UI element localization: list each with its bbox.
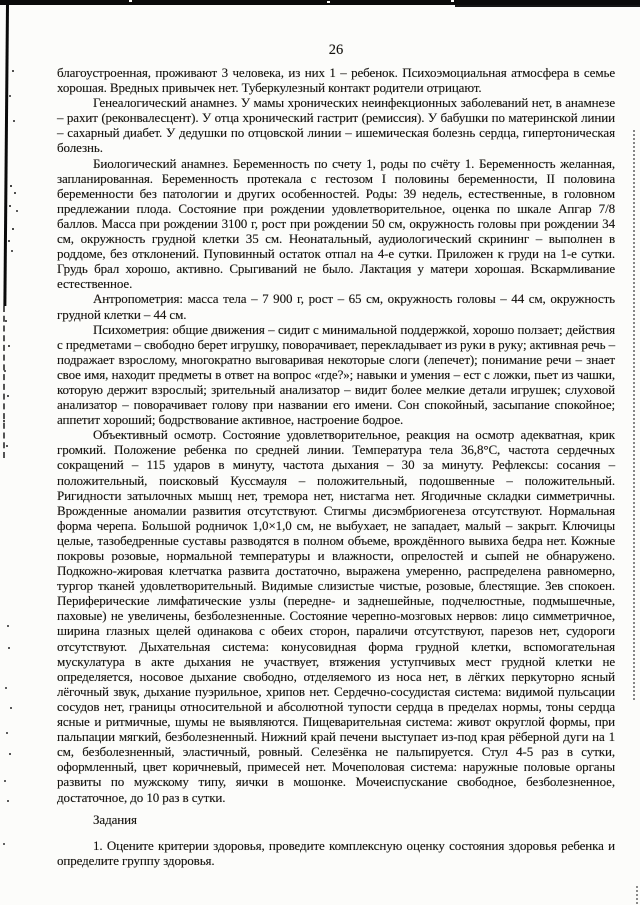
paragraph: Биологический анамнез. Беременность по счету 1, роды по счёту 1. Беременность желанная, запланированная. Беременность протекала с гестозом I половины беременности, II половина беременности без патологии и других особенностей. Роды: 39 недель, естественные, в головном предлежании плода. Состояние при рождении удовлетворительное, оценка по шкале Апгар 7/8 баллов. Масса при рождении 3100 г, рост при рождении 50 см, окружность головы при рождении 34 см, окружность грудной клетки 35 см. Неонатальный, аудиологический скрининг – выполнен в роддоме, без отклонений. Пуповинный остаток отпал на 4-е сутки. Приложен к груди на 1-е сутки. Грудь брал хорошо, активно. Срыгиваний не было. Лактация у матери хорошая. Вскармливание естественное. [57, 155, 615, 292]
paragraph: Антропометрия: масса тела – 7 900 г, рост – 65 см, окружность головы – 44 см, окружность грудной клетки – 44 см. [57, 291, 615, 322]
paragraph: Генеалогический анамнез. У мамы хронических неинфекционных заболеваний нет, в анамнезе – рахит (реконвалесцент). У отца хронический гастрит (ремиссия). У бабушки по материнской линии – сахарный диабет. У дедушки по отцовской линии – ишемическая болезнь сердца, гипертоническая болезнь. [57, 95, 615, 156]
scan-fold-dotted-line-bottom [636, 886, 638, 904]
paragraph: Психометрия: общие движения – сидит с минимальной поддержкой, хорошо ползает; действия с предметами – свободно берет игрушку, поворачивает, перекладывает из руки в руку; активная речь – подражает взрослому, многократно выговаривая некоторые слоги (лепечет); понимание речи – знает свое имя, находит предметы в ответ на вопрос «где?»; навыки и умения – ест с ложки, пьет из чашки, которую держит взрослый; зрительный анализатор – видит более мелкие детали игрушек; слуховой анализатор – поворачивает голову при названии его имени. Сон спокойный, засыпание спокойное; аппетит хороший; бодрствование активное, настроение бодрое. [57, 321, 615, 428]
paragraph: благоустроенная, проживают 3 человека, из них 1 – ребенок. Психоэмоциальная атмосфера в семье хорошая. Вредных привычек нет. Туберкулезный контакт родители отрицают. [57, 65, 615, 96]
scan-edge-left-line [3, 4, 9, 306]
scan-edge-top-notches [129, 0, 132, 2]
page-number: 26 [328, 42, 344, 58]
scan-noise-specks [0, 0, 2, 2]
paragraph: Объективный осмотр. Состояние удовлетворительное, реакция на осмотр адекватная, крик громкий. Положение ребенка по средней линии. Температура тела 36,8°С, частота сердечных сокращений – 115 ударов в минуту, частота дыхания – 30 за минуту. Рефлексы: сосания – положительный, поисковый Куссмауля – положительный, подошвенные – положительный. Ригидности затылочных мышц нет, тремора нет, нистагма нет. Ягодичные складки симметричны. Врожденные аномалии развития отсутствуют. Стигмы дисэмбриогенеза отсутствуют. Нормальная форма черепа. Большой родничок 1,0×1,0 см, не выбухает, не западает, малый – закрыт. Ключицы целые, тазобедренные суставы разводятся в полном объеме, врождённого вывиха бедра нет. Кожные покровы розовые, нормальной температуры и влажности, опрелостей и сыпей не обнаружено. Подкожно-жировая клетчатка развита достаточно, выражена умеренно, распределена равномерно, тургор тканей удовлетворительный. Видимые слизистые чистые, розовые, блестящие. Зев спокоен. Периферические лимфатические узлы (передне- и заднешейные, подчелюстные, подмышечные, паховые) не увеличены, безболезненные. Состояние черепно-мозговых нервов: лицо симметричное, ширина глазных щелей одинакова с обеих сторон, параличи отсутствуют, парезов нет, судороги отсутствуют. Дыхательная система: конусовидная форма грудной клетки, вспомогательная мускулатура в акте дыхания не участвует, втяжения уступчивых мест грудной клетки не определяется, носовое дыхание свободно, отделяемого из носа нет, в лёгких перкуторно ясный лёгочный звук, дыхание пуэрильное, хрипов нет. Сердечно-сосудистая система: видимой пульсации сосудов нет, границы относительной и абсолютной тупости сердца в пределах нормы, тоны сердца ясные и ритмичные, шумы не выявляются. Пищеварительная система: живот округлой формы, при пальпации мягкий, безболезненный. Нижний край печени выступает из-под края рёберной дуги на 1 см, безболезненный, эластичный, ровный. Селезёнка не пальпируется. Стул 4-5 раз в сутки, оформленный, цвет коричневый, примесей нет. Мочеполовая система: наружные половые органы развиты по мужскому типу, яички в мошонке. Мочеиспускание свободное, безболезненное, достаточное, до 10 раз в сутки. [57, 427, 615, 805]
scan-edge-top-texture [455, 5, 640, 7]
scan-fold-dotted-line [633, 130, 635, 700]
scan-edge-left-line-broken [3, 306, 5, 458]
document-body [57, 65, 615, 868]
paragraph: 1. Оцените критерии здоровья, проведите комплексную оценку состояния здоровья ребенка и определите группу здоровья. [57, 837, 615, 868]
paragraph: Задания [93, 811, 137, 827]
